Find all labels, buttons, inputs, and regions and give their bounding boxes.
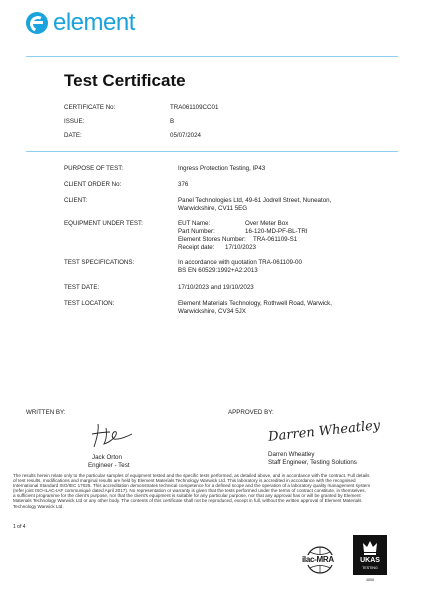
- receipt-date-value: 17/10/2023: [225, 244, 256, 251]
- approved-by-signature: Darren Wheatley: [267, 418, 381, 445]
- ilac-text: ilac-MRA: [302, 555, 334, 564]
- cert-no-value: TRA061109CC01: [170, 104, 219, 111]
- header-divider: [26, 56, 398, 57]
- disclaimer-line: (refer joint ISO-ILAC-IAF communiqué dated April 2017). No representation or warranty is given that the tests performed under the terms of contract constitute, in themselves,: [13, 488, 366, 494]
- specs-label: TEST SPECIFICATIONS:: [64, 259, 135, 266]
- approved-by-label: APPROVED BY:: [228, 409, 274, 416]
- stores-number-value: TRA-061109-S1: [253, 236, 298, 243]
- issue-value: B: [170, 118, 175, 125]
- written-by-role: Engineer - Test: [88, 462, 130, 469]
- test-date-label: TEST DATE:: [64, 284, 100, 291]
- crown-icon: [362, 538, 378, 556]
- written-by-label: WRITTEN BY:: [26, 409, 66, 416]
- stores-number-key: Element Stores Number:: [178, 236, 246, 243]
- client-line-1: Panel Technologies Ltd, 49-61 Jodrell Street, Nuneaton,: [178, 197, 332, 204]
- ukas-text: UKAS: [360, 557, 380, 564]
- ilac-mra-logo: [300, 545, 340, 575]
- disclaimer-line: Materials Technology Warwick Ltd or any other body. The contents of this certificate shall not be reproduced, except in full, without the written approval of Element Materials: [13, 498, 362, 504]
- eut-name-key: EUT Name:: [178, 220, 211, 227]
- element-logo: [26, 10, 135, 36]
- client-order-value: 376: [178, 181, 189, 188]
- specs-line-1: In accordance with quotation TRA-061109-00: [178, 259, 302, 266]
- test-date-value: 17/10/2023 and 19/10/2023: [178, 284, 254, 291]
- date-label: DATE:: [64, 132, 82, 139]
- location-label: TEST LOCATION:: [64, 300, 115, 307]
- date-value: 05/07/2024: [170, 132, 201, 139]
- logo-text: element: [53, 9, 135, 36]
- location-line-1: Element Materials Technology, Rothwell Road, Warwick,: [178, 300, 332, 307]
- disclaimer-line: International Standard ISO/IEC 17025. This accreditation demonstrates technical competence for a defined scope and the operation of a laboratory quality management system: [13, 483, 371, 489]
- element-logo-icon: [26, 12, 48, 34]
- eut-label: EQUIPMENT UNDER TEST:: [64, 220, 143, 227]
- specs-line-2: BS EN 60529:1992+A2:2013: [178, 267, 258, 274]
- disclaimer-line: The results herein relate only to the particular samples of equipment tested and the specific tests performed, as detailed above, and in accordance with the contract. Full details: [13, 473, 370, 478]
- approved-by-role: Staff Engineer, Testing Solutions: [268, 459, 357, 466]
- page-number: 1 of 4: [13, 524, 26, 530]
- issue-label: ISSUE:: [64, 118, 85, 125]
- disclaimer-line: a sufficient programme for the client's purpose, nor that the client's equipment is suitable for any particular purpose, nor that any approval has or will be granted by Element: [13, 493, 361, 499]
- disclaimer-line: Technology Warwick Ltd.: [13, 503, 64, 509]
- receipt-date-key: Receipt date:: [178, 244, 215, 251]
- written-by-name: Jack Orton: [92, 454, 122, 461]
- purpose-value: Ingress Protection Testing, IP43: [178, 165, 266, 172]
- purpose-label: PURPOSE OF TEST:: [64, 165, 124, 172]
- section-divider: [26, 151, 398, 152]
- approved-by-name: Darren Wheatley: [268, 451, 315, 458]
- part-number-key: Part Number:: [178, 228, 215, 235]
- eut-name-value: Over Meter Box: [245, 220, 289, 227]
- part-number-value: 16-120-MD-PF-BL-TRI: [245, 228, 308, 235]
- client-label: CLIENT:: [64, 197, 88, 204]
- ukas-number: 4858: [366, 578, 374, 582]
- client-order-label: CLIENT ORDER No:: [64, 181, 122, 188]
- disclaimer-line: of test results, modifications and marginal results are held by Element Materials Technology Warwick Ltd. This laboratory is accredited in accordance with the recognised: [13, 478, 356, 484]
- client-line-2: Warwickshire, CV11 5EG: [178, 205, 248, 212]
- location-line-2: Warwickshire, CV34 5JX: [178, 308, 246, 315]
- page-title: Test Certificate: [64, 71, 186, 90]
- ukas-logo: [353, 535, 387, 575]
- written-by-signature: [88, 420, 136, 450]
- cert-no-label: CERTIFICATE No:: [64, 104, 116, 111]
- disclaimer: [13, 473, 413, 509]
- ukas-subtitle: TESTING: [362, 566, 378, 570]
